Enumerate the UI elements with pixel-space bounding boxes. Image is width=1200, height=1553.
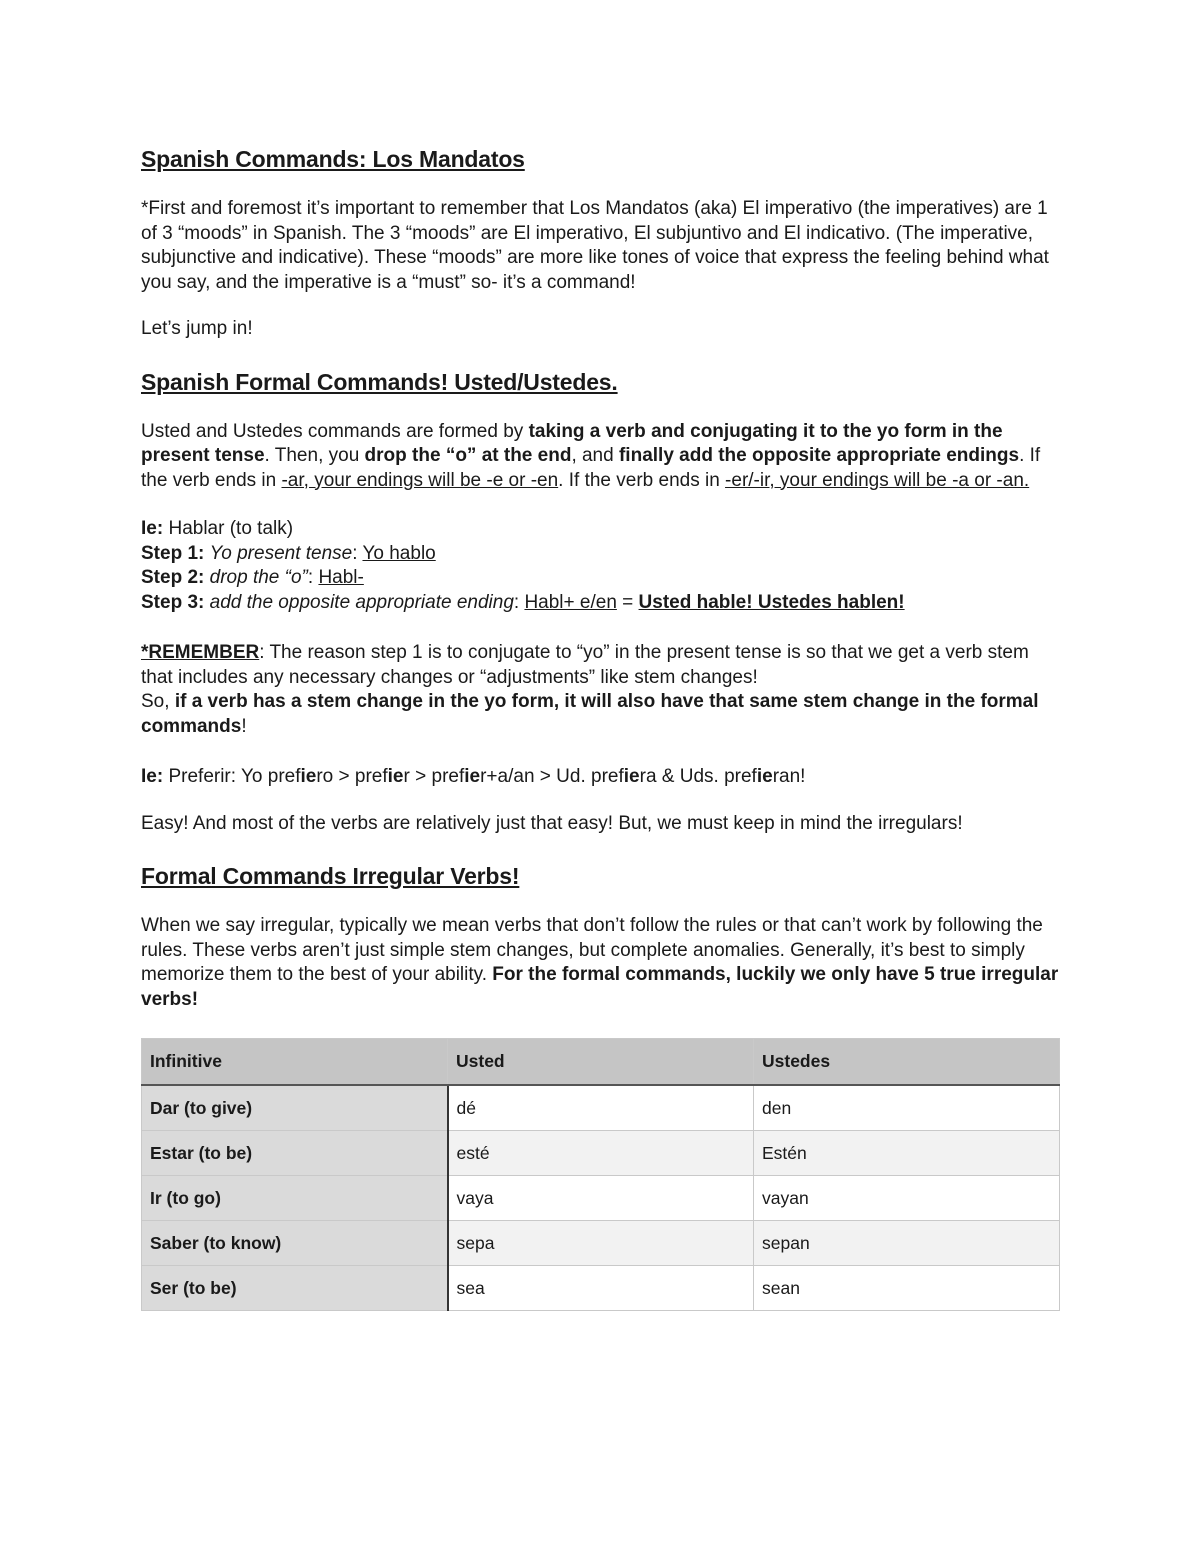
infinitive-cell: Ser (to be) xyxy=(142,1266,448,1311)
ustedes-cell: den xyxy=(754,1085,1060,1131)
ustedes-cell: Estén xyxy=(754,1131,1060,1176)
infinitive-cell: Ir (to go) xyxy=(142,1176,448,1221)
header-usted: Usted xyxy=(448,1039,754,1086)
irregular-verbs-table xyxy=(141,1038,1060,1311)
infinitive-cell: Dar (to give) xyxy=(142,1085,448,1131)
easy-paragraph: Easy! And most of the verbs are relatively just that easy! But, we must keep in mind the irregulars! xyxy=(141,812,963,834)
table-row xyxy=(142,1221,1060,1266)
intro-jump: Let’s jump in! xyxy=(141,318,253,339)
remember-stem-change: So, if a verb has a stem change in the yo form, it will also have that same stem change in the formal commands! xyxy=(141,691,1039,737)
formal-commands-heading: Spanish Formal Commands! Usted/Ustedes. xyxy=(141,368,618,395)
example-step-3: Step 3: add the opposite appropriate ending: Habl+ e/en = Usted hable! Ustedes hablen! xyxy=(141,591,905,613)
example-step-2: Step 2: drop the “o”: Habl- xyxy=(141,567,364,588)
table-row xyxy=(142,1085,1060,1131)
usted-cell: vaya xyxy=(448,1176,754,1221)
usted-cell: sea xyxy=(448,1266,754,1311)
table-header-row xyxy=(142,1039,1060,1086)
irregular-paragraph: When we say irregular, typically we mean verbs that don’t follow the rules or that can’t work by following the rules. These verbs aren’t just simple stem changes, but complete anomalies. Generally, it’s best to simply memorize them to the best of your ability. For the formal commands, luckily we only have 5 true irregular verbs! xyxy=(141,915,1059,1010)
usted-cell: esté xyxy=(448,1131,754,1176)
irregular-heading: Formal Commands Irregular Verbs! xyxy=(141,863,520,889)
header-ustedes: Ustedes xyxy=(754,1039,1060,1086)
preferir-example: Ie: Preferir: Yo prefiero > prefier > prefier+a/an > Ud. prefiera & Uds. prefieran! xyxy=(141,766,806,787)
intro-paragraph: *First and foremost it’s important to remember that Los Mandatos (aka) El imperativo (the imperatives) are 1 of 3 “moods” in Spanish. The 3 “moods” are El imperativo, El subjuntivo and El indicativo. (The imperative, subjunctive and indicative). These “moods” are more like tones of voice that express the feeling behind what you say, and the imperative is a “must” so- it’s a command! xyxy=(141,198,1049,293)
usted-cell: dé xyxy=(448,1085,754,1131)
ustedes-cell: sean xyxy=(754,1266,1060,1311)
table-row xyxy=(142,1176,1060,1221)
table-row xyxy=(142,1131,1060,1176)
document-page xyxy=(141,145,1059,1311)
example-step-1: Step 1: Yo present tense: Yo hablo xyxy=(141,542,436,564)
example-ie: Ie: Hablar (to talk) xyxy=(141,518,294,539)
table-row xyxy=(142,1266,1060,1311)
ustedes-cell: vayan xyxy=(754,1176,1060,1221)
header-infinitive: Infinitive xyxy=(142,1039,448,1086)
formal-explanation: Usted and Ustedes commands are formed by taking a verb and conjugating it to the yo form in the present tense. Then, you drop the “o” at the end, and finally add the opposite appropriate endings. If the verb ends in -ar, your endings will be -e or -en. If the verb ends in -er/-ir, your endings will be -a or -an. xyxy=(141,420,1041,491)
remember-note: *REMEMBER: The reason step 1 is to conjugate to “yo” in the present tense is so that we get a verb stem that includes any necessary changes or “adjustments” like stem changes! xyxy=(141,642,1029,688)
page-title: Spanish Commands: Los Mandatos xyxy=(141,146,525,172)
ustedes-cell: sepan xyxy=(754,1221,1060,1266)
infinitive-cell: Estar (to be) xyxy=(142,1131,448,1176)
infinitive-cell: Saber (to know) xyxy=(142,1221,448,1266)
usted-cell: sepa xyxy=(448,1221,754,1266)
